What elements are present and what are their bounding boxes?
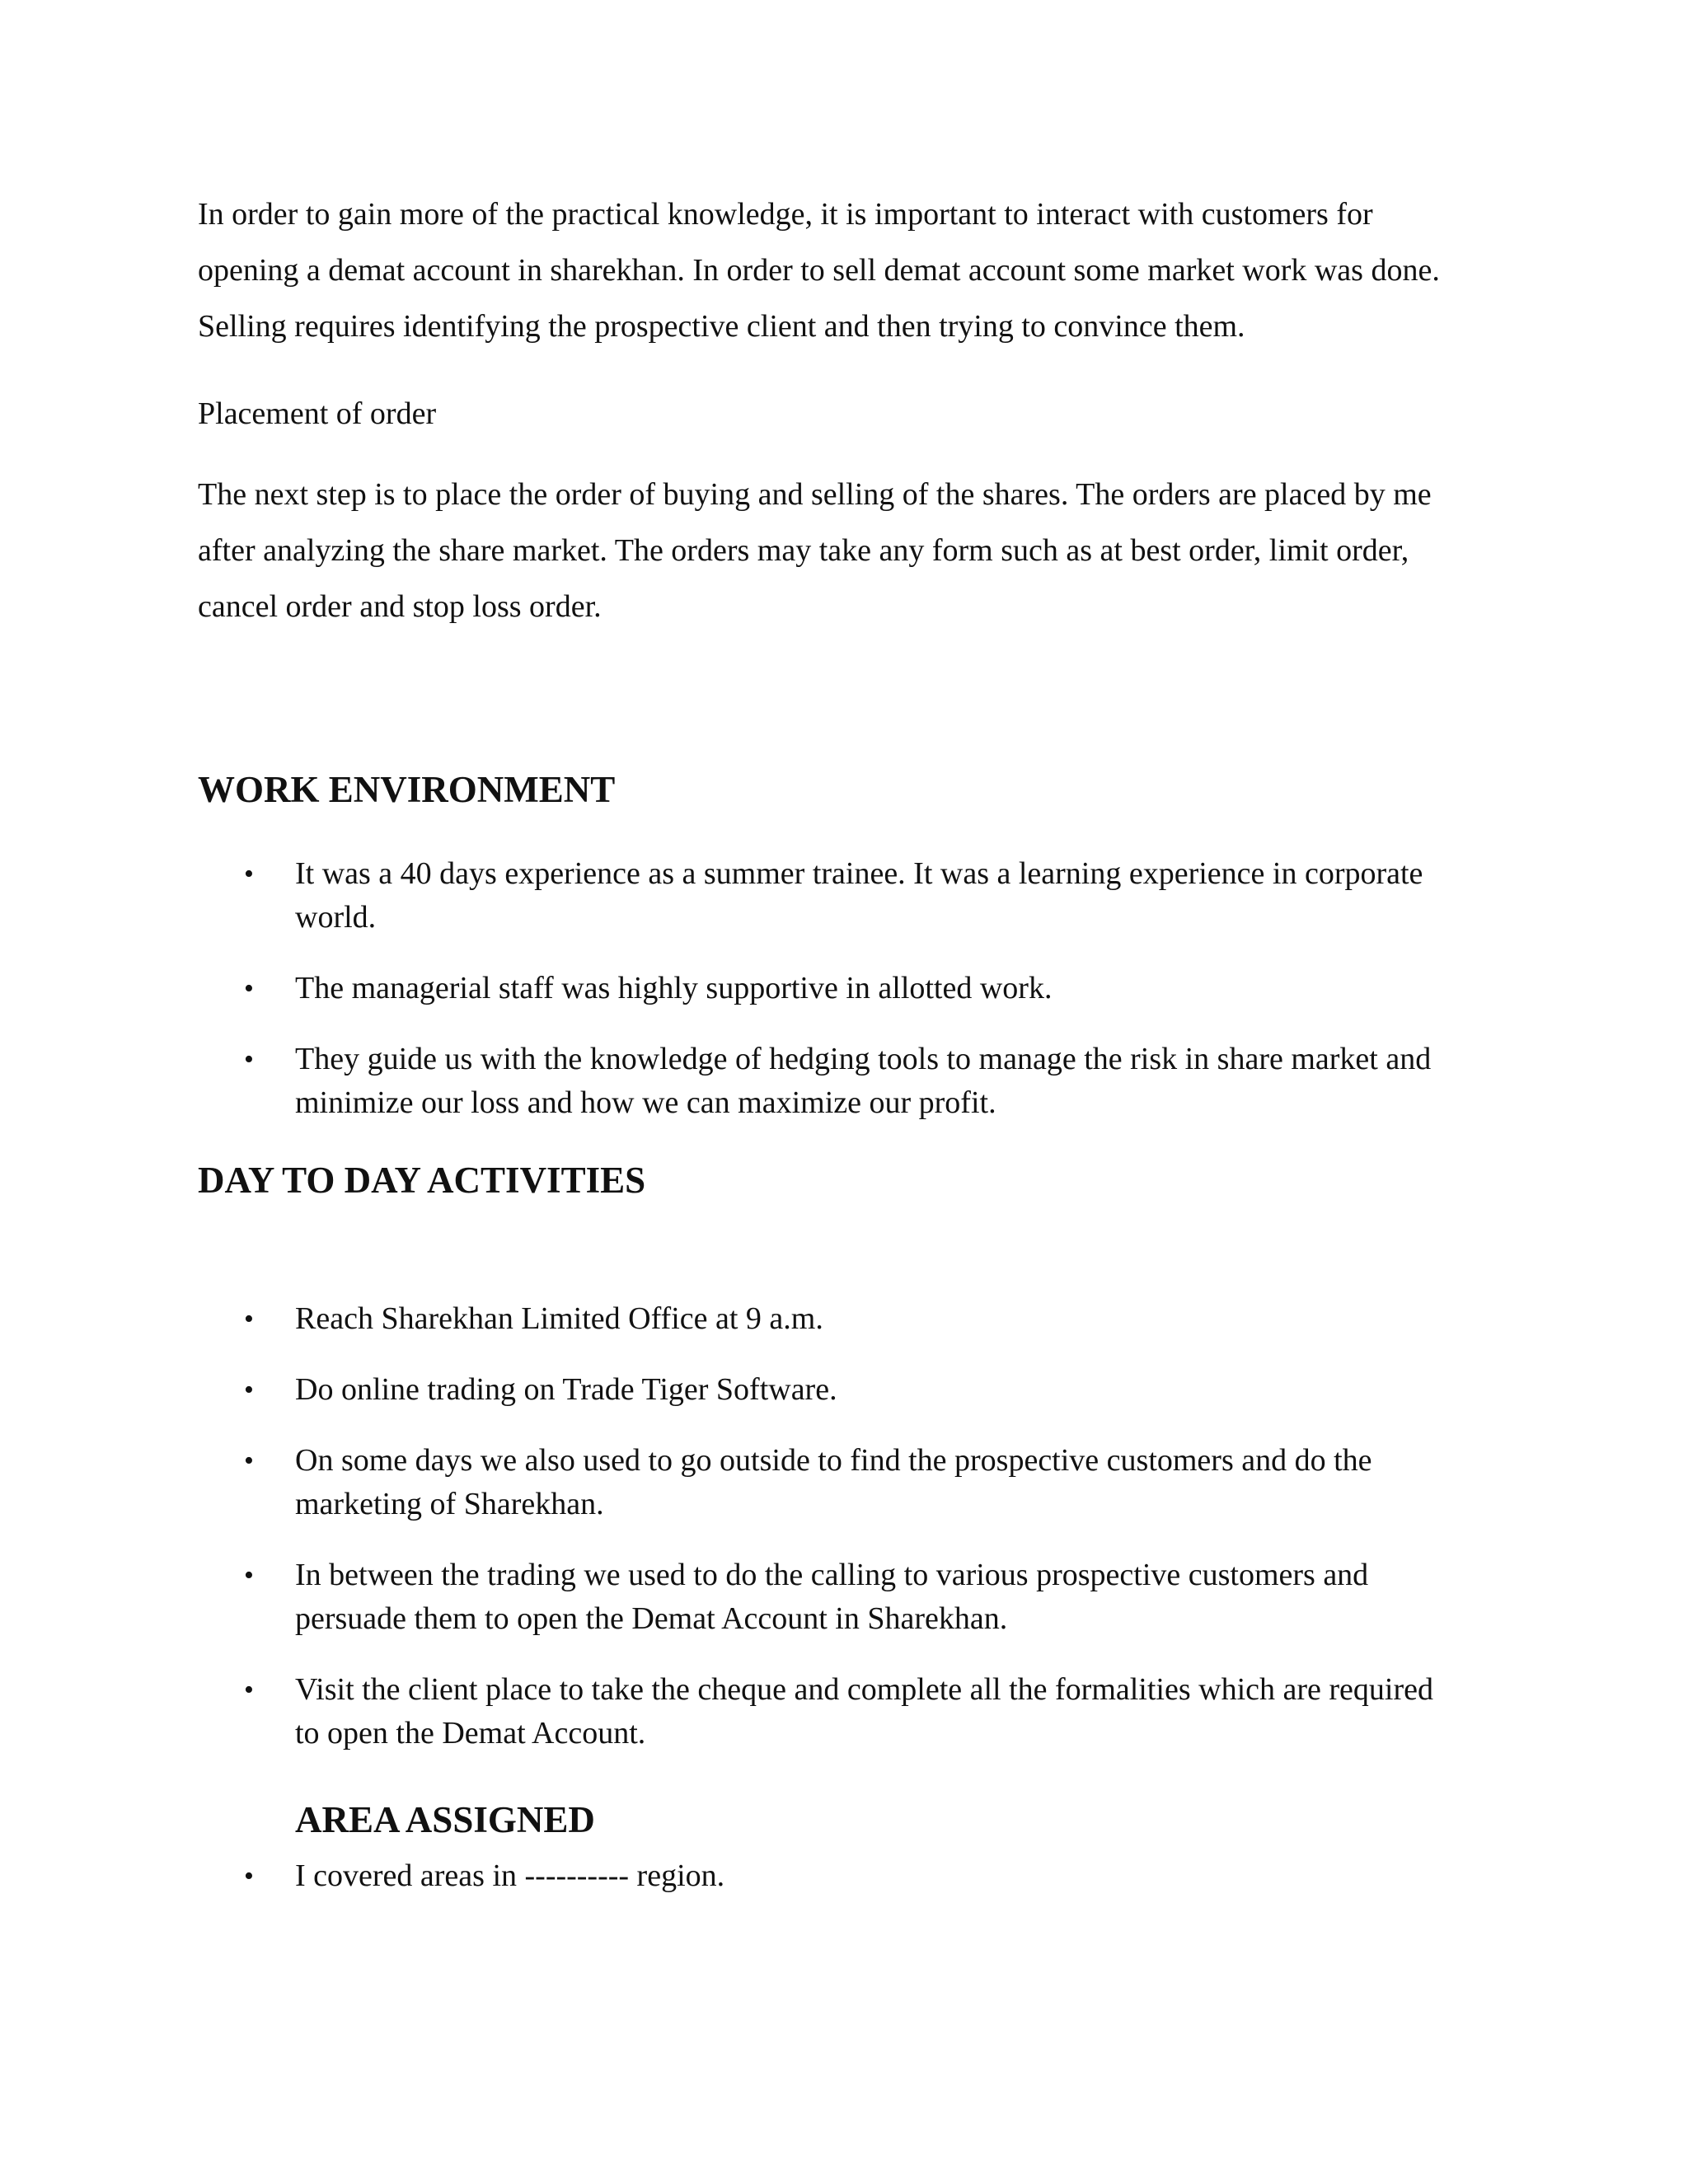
work-environment-list	[244, 852, 1464, 1152]
list-item	[244, 1439, 1464, 1526]
bullet-icon: •	[244, 1446, 254, 1476]
list-item-text: Visit the client place to take the cheque and complete all the formalities which are required to open the Demat Account.	[295, 1672, 1433, 1750]
list-item-text: In between the trading we used to do the calling to various prospective customers and persuade them to open the Demat Account in Sharekhan.	[295, 1558, 1369, 1636]
bullet-icon: •	[244, 1304, 254, 1334]
list-item-text: The managerial staff was highly supportive in allotted work.	[295, 971, 1053, 1005]
list-item-text: They guide us with the knowledge of hedging tools to manage the risk in share market and minimize our loss and how we can maximize our profit.	[295, 1042, 1432, 1120]
area-assigned-heading: AREA ASSIGNED	[295, 1799, 595, 1840]
list-item	[244, 1554, 1464, 1641]
bullet-icon: •	[244, 1375, 254, 1405]
bullet-icon: •	[244, 1560, 254, 1591]
list-item	[244, 1038, 1464, 1125]
bullet-icon: •	[244, 1044, 254, 1075]
list-item	[244, 1297, 1464, 1341]
list-item-text: I covered areas in ---------- region.	[295, 1858, 725, 1893]
bullet-icon: •	[244, 973, 254, 1004]
bullet-icon: •	[244, 1675, 254, 1705]
list-item	[244, 967, 1464, 1010]
day-to-day-activities-heading: DAY TO DAY ACTIVITIES	[198, 1160, 646, 1201]
placement-paragraph: The next step is to place the order of buying and selling of the shares. The orders are placed by me after analyzing the share market. The orders may take any form such as at best order, limit order, cancel order and stop loss order.	[198, 477, 1432, 624]
list-item-text: On some days we also used to go outside to find the prospective customers and do the marketing of Sharekhan.	[295, 1443, 1372, 1521]
list-item	[244, 1854, 1464, 1898]
placement-of-order-subheading: Placement of order	[198, 396, 437, 431]
list-item-text: Reach Sharekhan Limited Office at 9 a.m.	[295, 1301, 823, 1336]
bullet-icon: •	[244, 859, 254, 889]
list-item-text: Do online trading on Trade Tiger Software.	[295, 1372, 837, 1407]
area-assigned-list	[244, 1854, 1464, 1898]
day-to-day-activities-list	[244, 1297, 1464, 1783]
list-item	[244, 1368, 1464, 1412]
intro-paragraph: In order to gain more of the practical knowledge, it is important to interact with customers for opening a demat account in sharekhan. In order to sell demat account some market work was done. Selling requires identifying the prospective client and then trying to convince them.	[198, 197, 1440, 344]
work-environment-heading: WORK ENVIRONMENT	[198, 769, 616, 810]
list-item-text: It was a 40 days experience as a summer trainee. It was a learning experience in corporate world.	[295, 856, 1423, 935]
bullet-icon: •	[244, 1861, 254, 1891]
list-item	[244, 1668, 1464, 1755]
list-item	[244, 852, 1464, 940]
